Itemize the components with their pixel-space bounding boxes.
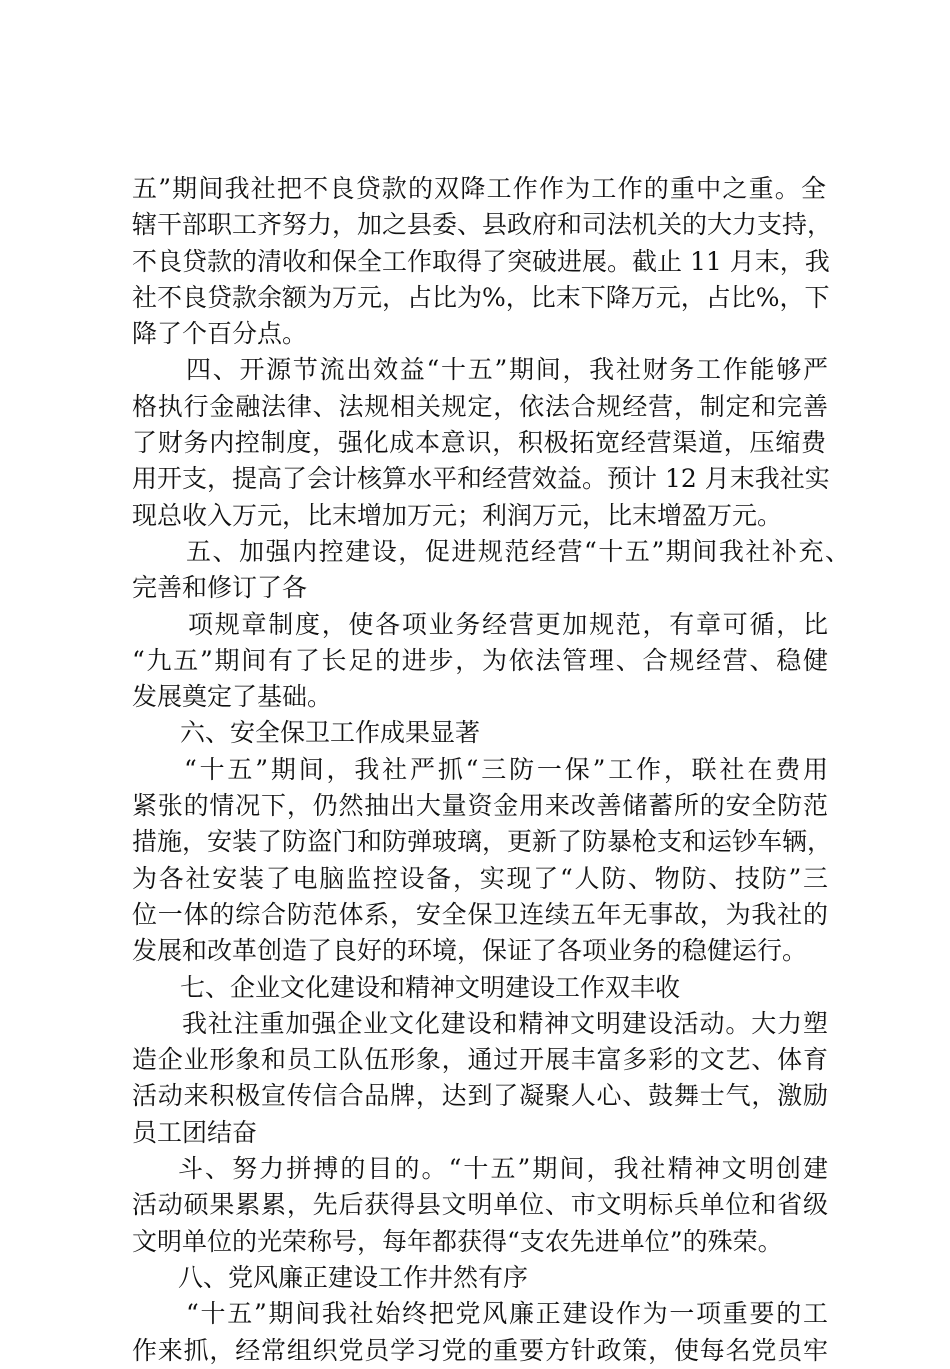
text-line: 格执行金融法律、法规相关规定，依法合规经营，制定和完善 [132, 391, 828, 421]
text-line: “九五”期间有了长足的进步，为依法管理、合规经营、稳健 [132, 645, 828, 675]
text-line: 我社注重加强企业文化建设和精神文明建设活动。大力塑 [182, 1008, 828, 1038]
body-text [132, 171, 852, 1369]
text-line: 现总收入万元，比末增加万元；利润万元，比末增盈万元。 [132, 500, 783, 530]
text-line: 作来抓，经常组织党员学习党的重要方针政策，使每名党员牢 [132, 1335, 828, 1365]
text-line: “十五”期间，我社严抓“三防一保”工作，联社在费用 [184, 754, 828, 784]
text-line: “十五”期间我社始终把党风廉正建设作为一项重要的工 [186, 1299, 828, 1329]
text-line: 活动来积极宣传信合品牌，达到了凝聚人心、鼓舞士气，激励 [132, 1081, 828, 1111]
text-line: 斗、努力拼搏的目的。“十五”期间，我社精神文明创建 [178, 1154, 828, 1184]
text-line: 降了个百分点。 [132, 319, 308, 349]
section-heading: 六、安全保卫工作成果显著 [180, 718, 481, 748]
text-line: 造企业形象和员工队伍形象，通过开展丰富多彩的文艺、体育 [132, 1045, 828, 1075]
text-line: 措施，安装了防盗门和防弹玻璃，更新了防暴枪支和运钞车辆， [132, 827, 833, 857]
section-heading: 八、党风廉正建设工作井然有序 [178, 1262, 529, 1292]
text-line: 五”期间我社把不良贷款的双降工作作为工作的重中之重。全 [132, 174, 826, 203]
text-line: 紧张的情况下，仍然抽出大量资金用来改善储蓄所的安全防范 [132, 791, 828, 821]
text-line: 了财务内控制度，强化成本意识，积极拓宽经营渠道，压缩费 [132, 428, 826, 458]
text-line: 发展和改革创造了良好的环境，保证了各项业务的稳健运行。 [132, 936, 808, 966]
text-line: 用开支，提高了会计核算水平和经营效益。预计 12 月末我社实 [132, 464, 830, 494]
text-line: 活动硕果累累，先后获得县文明单位、市文明标兵单位和省级 [132, 1190, 828, 1220]
text-line: 位一体的综合防范体系，安全保卫连续五年无事故，为我社的 [132, 899, 828, 929]
text-line: 文明单位的光荣称号，每年都获得“支农先进单位”的殊荣。 [132, 1226, 783, 1256]
text-line: 发展奠定了基础。 [132, 682, 333, 712]
text-line: 为各社安装了电脑监控设备，实现了“人防、物防、技防”三 [132, 863, 828, 893]
text-line: 辖干部职工齐努力，加之县委、县政府和司法机关的大力支持， [132, 210, 833, 240]
text-line: 完善和修订了各 [132, 573, 308, 603]
section-heading: 七、企业文化建设和精神文明建设工作双丰收 [180, 972, 681, 1002]
text-line: 项规章制度，使各项业务经营更加规范，有章可循，比 [188, 609, 828, 639]
text-line: 员工团结奋 [132, 1117, 258, 1147]
text-line: 社不良贷款余额为万元，占比为%，比末下降万元，占比%，下 [132, 282, 830, 312]
text-line: 不良贷款的清收和保全工作取得了突破进展。截止 11 月末，我 [132, 246, 830, 276]
paragraph-heading: 五、加强内控建设，促进规范经营“十五”期间我社补充、 [186, 536, 850, 566]
paragraph-heading: 四、开源节流出效益“十五”期间，我社财务工作能够严 [186, 355, 828, 385]
